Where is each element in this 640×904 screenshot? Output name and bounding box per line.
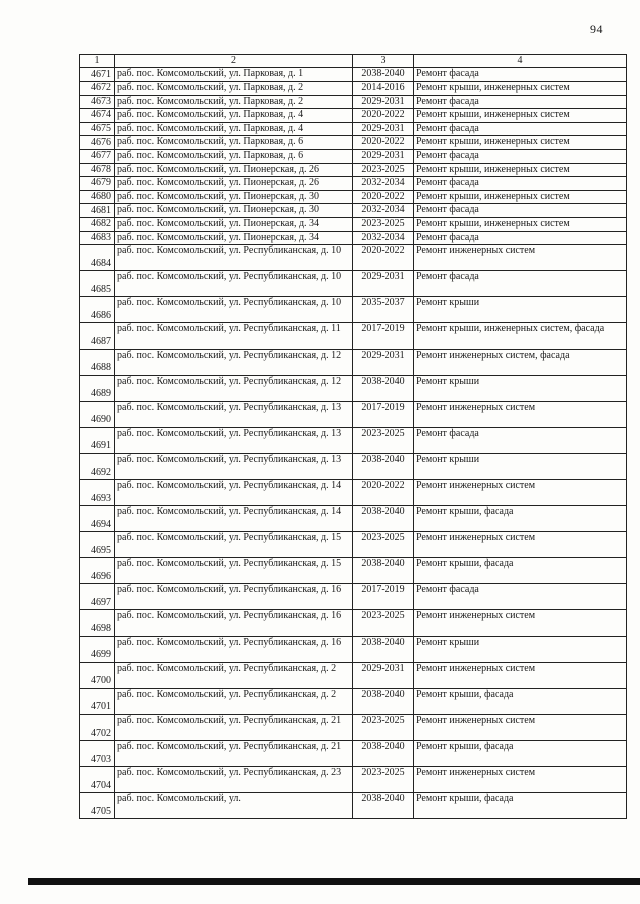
- address-cell: раб. пос. Комсомольский, ул. Республиканская, д. 15: [115, 558, 353, 584]
- row-number-cell: 4683: [80, 231, 115, 245]
- period-cell: 2020-2022: [353, 190, 414, 204]
- period-cell: 2020-2022: [353, 109, 414, 123]
- table-row: [80, 584, 627, 610]
- address-cell: раб. пос. Комсомольский, ул. Пионерская, д. 30: [115, 190, 353, 204]
- table-row: [80, 610, 627, 636]
- table-row: [80, 68, 627, 82]
- period-cell: 2023-2025: [353, 532, 414, 558]
- period-cell: 2038-2040: [353, 375, 414, 401]
- row-number-cell: 4684: [80, 245, 115, 271]
- table-row: [80, 767, 627, 793]
- period-cell: 2038-2040: [353, 68, 414, 82]
- work-type-cell: Ремонт крыши, инженерных систем: [414, 163, 627, 177]
- period-cell: 2017-2019: [353, 323, 414, 349]
- table-row: [80, 427, 627, 453]
- table-row: [80, 163, 627, 177]
- table-row: [80, 109, 627, 123]
- address-cell: раб. пос. Комсомольский, ул. Республиканская, д. 15: [115, 532, 353, 558]
- period-cell: 2023-2025: [353, 427, 414, 453]
- work-type-cell: Ремонт фасада: [414, 231, 627, 245]
- work-type-cell: Ремонт крыши: [414, 375, 627, 401]
- work-type-cell: Ремонт инженерных систем: [414, 714, 627, 740]
- address-cell: раб. пос. Комсомольский, ул. Парковая, д. 2: [115, 95, 353, 109]
- period-cell: 2038-2040: [353, 558, 414, 584]
- row-number-cell: 4695: [80, 532, 115, 558]
- row-number-cell: 4702: [80, 714, 115, 740]
- row-number-cell: 4691: [80, 427, 115, 453]
- table-row: [80, 136, 627, 150]
- work-type-cell: Ремонт крыши, фасада: [414, 506, 627, 532]
- period-cell: 2023-2025: [353, 163, 414, 177]
- work-type-cell: Ремонт фасада: [414, 122, 627, 136]
- work-type-cell: Ремонт крыши, инженерных систем: [414, 190, 627, 204]
- table-row: [80, 688, 627, 714]
- table-row: [80, 506, 627, 532]
- address-cell: раб. пос. Комсомольский, ул. Республиканская, д. 10: [115, 297, 353, 323]
- address-cell: раб. пос. Комсомольский, ул. Республиканская, д. 11: [115, 323, 353, 349]
- row-number-cell: 4680: [80, 190, 115, 204]
- period-cell: 2038-2040: [353, 636, 414, 662]
- address-cell: раб. пос. Комсомольский, ул. Республиканская, д. 12: [115, 375, 353, 401]
- address-cell: раб. пос. Комсомольский, ул. Республиканская, д. 21: [115, 714, 353, 740]
- period-cell: 2029-2031: [353, 349, 414, 375]
- work-type-cell: Ремонт фасада: [414, 204, 627, 218]
- table-row: [80, 245, 627, 271]
- work-type-cell: Ремонт инженерных систем: [414, 767, 627, 793]
- work-type-cell: Ремонт крыши: [414, 636, 627, 662]
- row-number-cell: 4690: [80, 401, 115, 427]
- work-type-cell: Ремонт инженерных систем: [414, 532, 627, 558]
- address-cell: раб. пос. Комсомольский, ул. Пионерская, д. 26: [115, 177, 353, 191]
- address-cell: раб. пос. Комсомольский, ул. Пионерская, д. 30: [115, 204, 353, 218]
- table-header-row: [80, 55, 627, 68]
- period-cell: 2038-2040: [353, 506, 414, 532]
- table-row: [80, 204, 627, 218]
- table-row: [80, 479, 627, 505]
- table-row: [80, 532, 627, 558]
- address-cell: раб. пос. Комсомольский, ул. Пионерская, д. 34: [115, 231, 353, 245]
- table-row: [80, 82, 627, 96]
- period-cell: 2017-2019: [353, 401, 414, 427]
- address-cell: раб. пос. Комсомольский, ул. Республиканская, д. 10: [115, 245, 353, 271]
- row-number-cell: 4672: [80, 82, 115, 96]
- address-cell: раб. пос. Комсомольский, ул. Парковая, д. 4: [115, 122, 353, 136]
- table-row: [80, 217, 627, 231]
- work-type-cell: Ремонт крыши, инженерных систем: [414, 109, 627, 123]
- period-cell: 2038-2040: [353, 688, 414, 714]
- work-type-cell: Ремонт крыши, фасада: [414, 793, 627, 819]
- work-type-cell: Ремонт инженерных систем: [414, 479, 627, 505]
- table-row: [80, 95, 627, 109]
- row-number-cell: 4687: [80, 323, 115, 349]
- row-number-cell: 4681: [80, 204, 115, 218]
- table-row: [80, 323, 627, 349]
- work-type-cell: Ремонт фасада: [414, 149, 627, 163]
- row-number-cell: 4696: [80, 558, 115, 584]
- period-cell: 2038-2040: [353, 740, 414, 766]
- address-cell: раб. пос. Комсомольский, ул. Республиканская, д. 21: [115, 740, 353, 766]
- address-cell: раб. пос. Комсомольский, ул. Республиканская, д. 2: [115, 662, 353, 688]
- work-type-cell: Ремонт крыши, инженерных систем: [414, 217, 627, 231]
- row-number-cell: 4688: [80, 349, 115, 375]
- row-number-cell: 4705: [80, 793, 115, 819]
- period-cell: 2023-2025: [353, 217, 414, 231]
- work-type-cell: Ремонт фасада: [414, 427, 627, 453]
- work-type-cell: Ремонт крыши: [414, 297, 627, 323]
- column-header-work: 4: [414, 55, 627, 68]
- period-cell: 2014-2016: [353, 82, 414, 96]
- work-type-cell: Ремонт крыши, инженерных систем: [414, 82, 627, 96]
- period-cell: 2032-2034: [353, 204, 414, 218]
- work-type-cell: Ремонт инженерных систем: [414, 610, 627, 636]
- address-cell: раб. пос. Комсомольский, ул. Республиканская, д. 16: [115, 610, 353, 636]
- address-cell: раб. пос. Комсомольский, ул. Республиканская, д. 13: [115, 427, 353, 453]
- address-cell: раб. пос. Комсомольский, ул. Республиканская, д. 16: [115, 636, 353, 662]
- address-cell: раб. пос. Комсомольский, ул. Парковая, д. 1: [115, 68, 353, 82]
- row-number-cell: 4693: [80, 479, 115, 505]
- period-cell: 2020-2022: [353, 136, 414, 150]
- work-type-cell: Ремонт фасада: [414, 95, 627, 109]
- row-number-cell: 4676: [80, 136, 115, 150]
- page-number: 94: [590, 22, 603, 36]
- row-number-cell: 4682: [80, 217, 115, 231]
- table-row: [80, 401, 627, 427]
- work-type-cell: Ремонт инженерных систем: [414, 245, 627, 271]
- address-cell: раб. пос. Комсомольский, ул. Республиканская, д. 16: [115, 584, 353, 610]
- period-cell: 2023-2025: [353, 610, 414, 636]
- row-number-cell: 4700: [80, 662, 115, 688]
- row-number-cell: 4694: [80, 506, 115, 532]
- column-header-period: 3: [353, 55, 414, 68]
- work-type-cell: Ремонт крыши, фасада: [414, 558, 627, 584]
- address-cell: раб. пос. Комсомольский, ул. Пионерская, д. 26: [115, 163, 353, 177]
- row-number-cell: 4699: [80, 636, 115, 662]
- address-cell: раб. пос. Комсомольский, ул. Пионерская, д. 34: [115, 217, 353, 231]
- table-row: [80, 349, 627, 375]
- row-number-cell: 4698: [80, 610, 115, 636]
- period-cell: 2020-2022: [353, 479, 414, 505]
- address-cell: раб. пос. Комсомольский, ул. Парковая, д. 4: [115, 109, 353, 123]
- row-number-cell: 4689: [80, 375, 115, 401]
- period-cell: 2032-2034: [353, 231, 414, 245]
- row-number-cell: 4675: [80, 122, 115, 136]
- period-cell: 2029-2031: [353, 149, 414, 163]
- period-cell: 2029-2031: [353, 662, 414, 688]
- work-type-cell: Ремонт фасада: [414, 584, 627, 610]
- table-row: [80, 190, 627, 204]
- row-number-cell: 4686: [80, 297, 115, 323]
- period-cell: 2020-2022: [353, 245, 414, 271]
- work-type-cell: Ремонт фасада: [414, 68, 627, 82]
- address-cell: раб. пос. Комсомольский, ул. Республиканская, д. 13: [115, 401, 353, 427]
- address-cell: раб. пос. Комсомольский, ул. Республиканская, д. 13: [115, 453, 353, 479]
- address-cell: раб. пос. Комсомольский, ул. Республиканская, д. 23: [115, 767, 353, 793]
- work-type-cell: Ремонт инженерных систем: [414, 662, 627, 688]
- period-cell: 2017-2019: [353, 584, 414, 610]
- table-row: [80, 453, 627, 479]
- table-row: [80, 297, 627, 323]
- table-row: [80, 375, 627, 401]
- table-row: [80, 177, 627, 191]
- row-number-cell: 4679: [80, 177, 115, 191]
- period-cell: 2035-2037: [353, 297, 414, 323]
- period-cell: 2023-2025: [353, 714, 414, 740]
- row-number-cell: 4703: [80, 740, 115, 766]
- row-number-cell: 4671: [80, 68, 115, 82]
- work-type-cell: Ремонт крыши, фасада: [414, 688, 627, 714]
- repair-schedule-table: [79, 54, 627, 819]
- row-number-cell: 4673: [80, 95, 115, 109]
- row-number-cell: 4678: [80, 163, 115, 177]
- address-cell: раб. пос. Комсомольский, ул. Республиканская, д. 2: [115, 688, 353, 714]
- period-cell: 2029-2031: [353, 122, 414, 136]
- address-cell: раб. пос. Комсомольский, ул. Республиканская, д. 14: [115, 506, 353, 532]
- table-row: [80, 740, 627, 766]
- work-type-cell: Ремонт крыши: [414, 453, 627, 479]
- row-number-cell: 4704: [80, 767, 115, 793]
- table-row: [80, 793, 627, 819]
- row-number-cell: 4677: [80, 149, 115, 163]
- period-cell: 2029-2031: [353, 271, 414, 297]
- row-number-cell: 4701: [80, 688, 115, 714]
- work-type-cell: Ремонт инженерных систем: [414, 401, 627, 427]
- work-type-cell: Ремонт фасада: [414, 177, 627, 191]
- period-cell: 2023-2025: [353, 767, 414, 793]
- table-row: [80, 271, 627, 297]
- table-row: [80, 636, 627, 662]
- table-row: [80, 231, 627, 245]
- column-header-address: 2: [115, 55, 353, 68]
- address-cell: раб. пос. Комсомольский, ул. Парковая, д. 2: [115, 82, 353, 96]
- table-row: [80, 149, 627, 163]
- address-cell: раб. пос. Комсомольский, ул. Республиканская, д. 10: [115, 271, 353, 297]
- work-type-cell: Ремонт крыши, инженерных систем, фасада: [414, 323, 627, 349]
- row-number-cell: 4685: [80, 271, 115, 297]
- row-number-cell: 4692: [80, 453, 115, 479]
- address-cell: раб. пос. Комсомольский, ул. Парковая, д. 6: [115, 149, 353, 163]
- table-row: [80, 662, 627, 688]
- table-row: [80, 558, 627, 584]
- work-type-cell: Ремонт фасада: [414, 271, 627, 297]
- table-row: [80, 122, 627, 136]
- row-number-cell: 4697: [80, 584, 115, 610]
- address-cell: раб. пос. Комсомольский, ул. Республиканская, д. 12: [115, 349, 353, 375]
- work-type-cell: Ремонт инженерных систем, фасада: [414, 349, 627, 375]
- work-type-cell: Ремонт крыши, фасада: [414, 740, 627, 766]
- address-cell: раб. пос. Комсомольский, ул. Парковая, д. 6: [115, 136, 353, 150]
- address-cell: раб. пос. Комсомольский, ул.: [115, 793, 353, 819]
- period-cell: 2032-2034: [353, 177, 414, 191]
- period-cell: 2029-2031: [353, 95, 414, 109]
- period-cell: 2038-2040: [353, 453, 414, 479]
- table-row: [80, 714, 627, 740]
- period-cell: 2038-2040: [353, 793, 414, 819]
- scan-edge-bar: [28, 878, 640, 885]
- column-header-number: 1: [80, 55, 115, 68]
- row-number-cell: 4674: [80, 109, 115, 123]
- work-type-cell: Ремонт крыши, инженерных систем: [414, 136, 627, 150]
- address-cell: раб. пос. Комсомольский, ул. Республиканская, д. 14: [115, 479, 353, 505]
